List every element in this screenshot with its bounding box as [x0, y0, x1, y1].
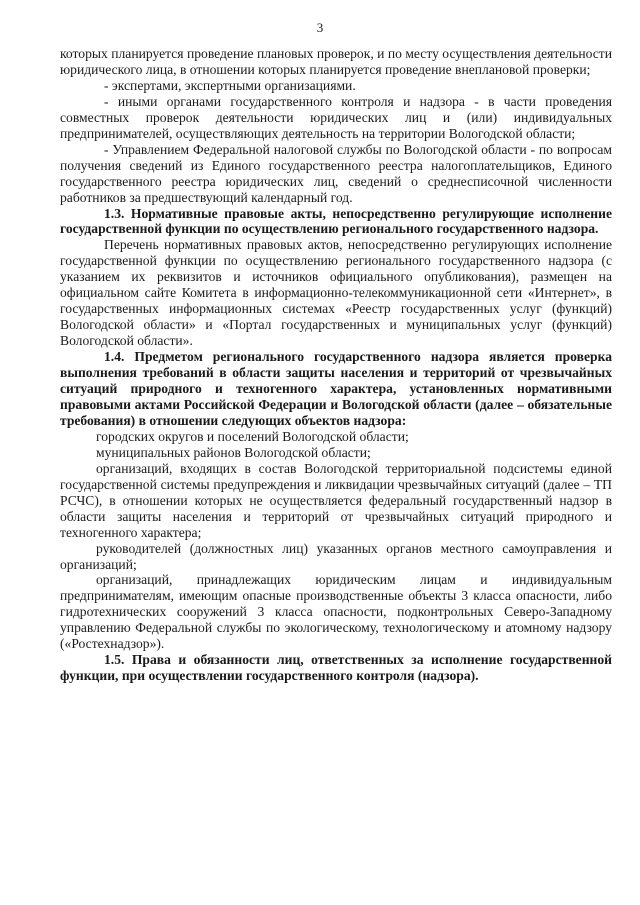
list-item-experts: - экспертами, экспертными организациями. — [104, 77, 356, 93]
list-item-tax-service: - Управлением Федеральной налоговой службы по Вологодской области - по вопросам получения сведений из Единого государственного реестра налогоплательщиков, Единого государственного реестра юридических лиц, сведений о среднесписочной численности работников за предшествующий календарный год. — [60, 141, 612, 205]
document-body — [60, 46, 612, 684]
list-item-municipal-districts: муниципальных районов Вологодской области; — [96, 444, 371, 460]
section-heading-1-5: 1.5. Права и обязанности лиц, ответственных за исполнение государственной функции, при осуществлении государственного контроля (надзора). — [60, 652, 612, 684]
list-item-officials: руководителей (должностных лиц) указанных органов местного самоуправления и организаций; — [60, 540, 612, 572]
paragraph-continuation: которых планируется проведение плановых проверок, и по месту осуществления деятельности юридического лица, в отношении которых планируется проведение внеплановой проверки; — [60, 46, 612, 77]
section-heading-1-3: 1.3. Нормативные правовые акты, непосредственно регулирующие исполнение государственной функции по осуществлению регионального государственного надзора. — [60, 205, 612, 237]
section-heading-1-4: 1.4. Предметом регионального государственного надзора является проверка выполнения требований в области защиты населения и территорий от чрезвычайных ситуаций природного и техногенного характера, установленных нормативными правовыми актами Российской Федерации и Вологодской области (далее – обязательные требования) в отношении следующих объектов надзора: — [60, 349, 612, 428]
list-item-hazardous-facilities: организаций, принадлежащих юридическим лицам и индивидуальным предпринимателям, имеющим опасные производственные объекты 3 класса опасности, либо гидротехнических сооружений 3 класса опасности, подконтрольных Северо-Западному управлению Федеральной службы по экологическому, технологическому и атомному надзору («Ростехнадзор»). — [60, 572, 612, 652]
list-item-tp-rschs-organizations: организаций, входящих в состав Вологодской территориальной подсистемы единой государственной системы предупреждения и ликвидации чрезвычайных ситуаций (далее – ТП РСЧС), в отношении которых не осуществляется федеральный государственный надзор в области защиты населения и территорий от чрезвычайных ситуаций природного и техногенного характера; — [60, 460, 612, 540]
page-number: 3 — [316, 20, 324, 35]
paragraph-legal-acts: Перечень нормативных правовых актов, непосредственно регулирующих исполнение государственной функции по осуществлению регионального государственного надзора (с указанием их реквизитов и источников официального опубликования), размещен на официальном сайте Комитета в информационно-телекоммуникационной сети «Интернет», в государственных информационных системах «Реестр государственных услуг (функций) Вологодской области» и «Портал государственных и муниципальных услуг (функций) Вологодской области». — [60, 237, 612, 349]
list-item-control-bodies: - иными органами государственного контроля и надзора - в части проведения совместных проверок деятельности юридических лиц и (или) индивидуальных предпринимателей, осуществляющих деятельность на территории Вологодской области; — [60, 93, 612, 141]
list-item-urban-districts: городских округов и поселений Вологодской области; — [96, 428, 409, 444]
